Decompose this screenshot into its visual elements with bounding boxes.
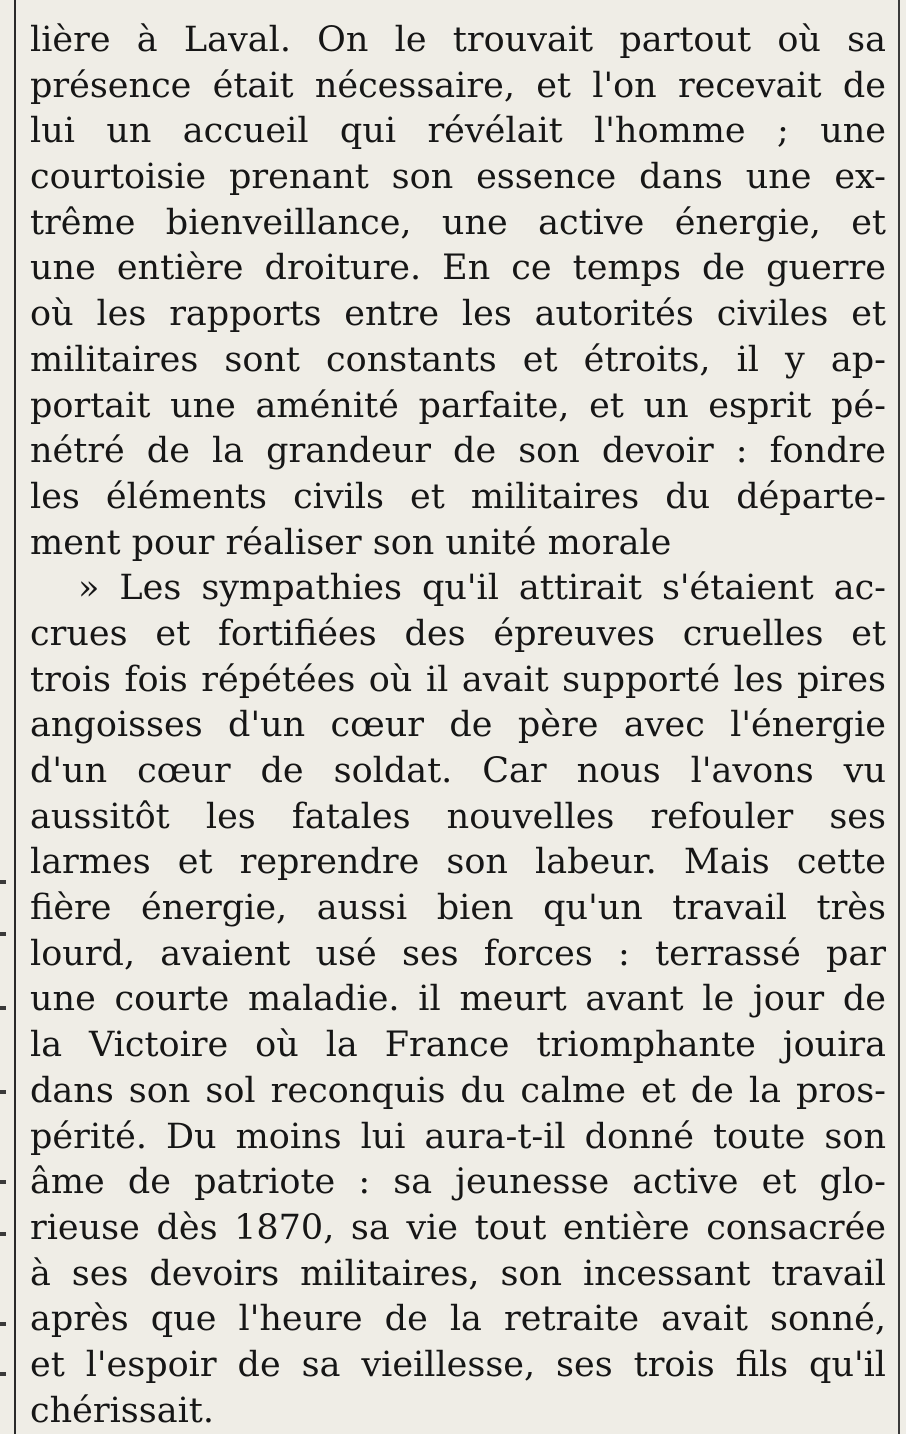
adjacent-column-edge-mark [0,1180,6,1184]
text-line: trême bienveillance, une active énergie, et [30,202,886,243]
text-line: une entière droiture. En ce temps de guerre [30,248,886,289]
text-line: fière énergie, aussi bien qu'un travail très [30,888,886,929]
text-line: crues et fortifiées des épreuves cruelles et [30,613,886,654]
text-line: à ses devoirs militaires, son incessant travail [30,1253,886,1294]
text-line: une courte maladie. il meurt avant le jour de [30,979,886,1020]
column-rule-left [14,0,16,1434]
text-line: rieuse dès 1870, sa vie tout entière consacrée [30,1207,886,1248]
adjacent-column-edge-mark [0,1090,6,1094]
text-line: et l'espoir de sa vieillesse, ses trois fils qu'il [30,1344,886,1385]
text-line: courtoisie prenant son essence dans une ex- [30,157,886,198]
text-line: lière à Laval. On le trouvait partout où sa [30,20,886,60]
text-line: chérissait. [30,1390,214,1431]
article-column [30,18,886,1434]
text-line: larmes et reprendre son labeur. Mais cette [30,842,886,883]
adjacent-column-edge-mark [0,880,6,884]
text-line: nétré de la grandeur de son devoir : fondre [30,431,886,472]
paragraph-1 [30,18,886,566]
text-line: portait une aménité parfaite, et un esprit pé- [30,385,886,426]
adjacent-column-edge-mark [0,1322,6,1326]
adjacent-column-edge-mark [0,1372,6,1376]
text-line: angoisses d'un cœur de père avec l'énergie [30,705,886,746]
text-line: » Les sympathies qu'il attirait s'étaient ac- [78,568,886,609]
text-line: âme de patriote : sa jeunesse active et glo- [30,1162,886,1203]
column-rule-right [898,0,900,1434]
text-line: où les rapports entre les autorités civiles et [30,294,886,335]
adjacent-column-edge-mark [0,932,6,936]
text-line: aussitôt les fatales nouvelles refouler ses [30,796,886,837]
text-line: lourd, avaient usé ses forces : terrassé par [30,933,886,974]
text-line: les éléments civils et militaires du départe- [30,476,886,517]
text-line: militaires sont constants et étroits, il y ap- [30,339,886,380]
text-line: ment pour réaliser son unité morale [30,522,672,563]
text-line: après que l'heure de la retraite avait sonné, [30,1299,886,1340]
text-line: dans son sol reconquis du calme et de la pros- [30,1070,886,1111]
text-line: périté. Du moins lui aura-t-il donné toute son [30,1116,886,1157]
text-line: lui un accueil qui révélait l'homme ; une [30,111,886,152]
adjacent-column-edge-mark [0,1232,6,1236]
text-line: la Victoire où la France triomphante jouira [30,1025,886,1066]
adjacent-column-edge-mark [0,1006,6,1010]
text-line: d'un cœur de soldat. Car nous l'avons vu [30,751,886,791]
text-line: trois fois répétées où il avait supporté les pires [30,659,886,700]
text-line: présence était nécessaire, et l'on recevait de [30,65,886,106]
paragraph-2 [30,566,886,1434]
